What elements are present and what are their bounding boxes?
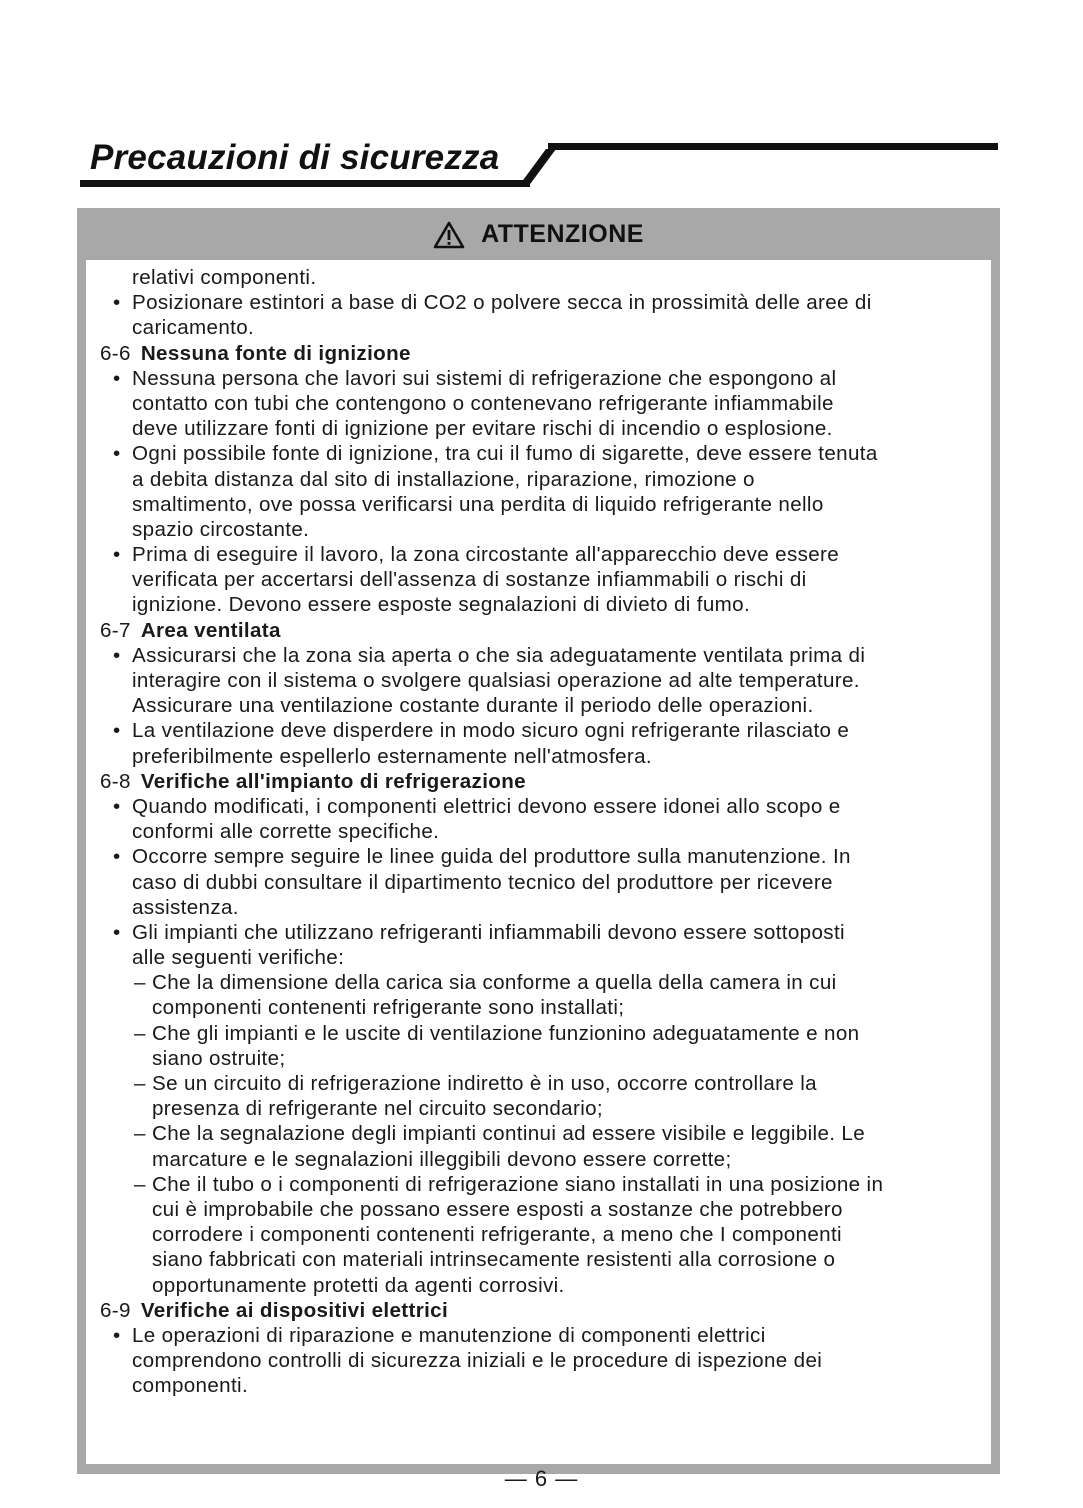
warning-box-body [86,260,991,1464]
text-line [100,693,986,718]
line-text: smaltimento, ove possa verificarsi una perdita di liquido refrigerante nello [132,492,824,516]
section-heading [100,341,986,366]
line-text: Assicurarsi che la zona sia aperta o che sia adeguatamente ventilata prima di [132,643,866,667]
dash-item [100,1172,986,1298]
text-line [100,1273,986,1298]
line-text: assistenza. [132,895,239,919]
section-number: 6-9 [100,1298,131,1322]
bullet-item [100,1323,986,1399]
text-line [100,970,986,995]
bullet-icon: • [113,366,121,390]
dash-icon: – [134,1072,146,1095]
dash-icon: – [134,1172,146,1196]
line-text: Che la segnalazione degli impianti continui ad essere visibile e leggibile. Le [152,1122,866,1146]
text-line [100,995,986,1020]
text-line [100,492,986,517]
line-text: Ogni possibile fonte di ignizione, tra cui il fumo di sigarette, deve essere tenuta [132,442,878,466]
dash-item [100,1071,986,1121]
line-text: spazio circostante. [132,517,310,541]
line-text: Occorre sempre seguire le linee guida del produttore sulla manutenzione. In [132,845,851,869]
text-line [100,1197,986,1222]
title-underline [80,180,530,187]
line-text: alle seguenti verifiche: [132,946,345,970]
line-text: deve utilizzare fonti di ignizione per evitare rischi di incendio o esplosione. [132,417,833,441]
line-text: presenza di refrigerante nel circuito secondario; [152,1097,603,1121]
line-text: Gli impianti che utilizzano refrigeranti infiammabili devono essere sottoposti [132,920,845,944]
line-text: interagire con il sistema o svolgere qualsiasi operazione ad alte temperature. [132,669,860,692]
text-line [100,945,986,970]
text-line [100,643,986,668]
bullet-item [100,643,986,719]
bullet-item [100,290,986,340]
text-line [100,1172,986,1197]
line-text: Quando modificati, i componenti elettrici devono essere idonei allo scopo e [132,794,841,818]
section-title: Nessuna fonte di ignizione [140,341,411,365]
section-title: Area ventilata [140,618,281,642]
title-rule [78,140,1000,192]
line-text: componenti contenenti refrigerante sono installati; [152,996,625,1020]
line-text: verificata per accertarsi dell'assenza di sostanze infiammabili o rischi di [132,568,807,592]
page-number: — 6 — [504,1466,579,1491]
bullet-icon: • [113,291,121,315]
title-overline [548,143,998,150]
text-line [100,1121,986,1146]
line-text: Prima di eseguire il lavoro, la zona circostante all'apparecchio deve essere [132,543,840,567]
line-text: Che gli impianti e le uscite di ventilazione funzionino adeguatamente e non [152,1021,860,1045]
line-text: opportunamente protetti da agenti corrosivi. [152,1273,565,1297]
text-line [100,718,986,743]
text-line [100,1096,986,1121]
text-line [100,1021,986,1046]
text-line [100,844,986,869]
line-text: conformi alle corrette specifiche. [132,820,440,844]
dash-item [100,970,986,1020]
bullet-item [100,844,986,920]
continuation-line [100,265,986,290]
bullet-icon: • [113,1323,121,1347]
text-line [100,920,986,945]
line-text: Nessuna persona che lavori sui sistemi di refrigerazione che espongono al [132,366,837,390]
bullet-item [100,441,986,542]
text-line [100,290,986,315]
dash-icon: – [134,1021,146,1045]
line-text: Che la dimensione della carica sia conforme a quella della camera in cui [152,971,837,995]
line-text: Posizionare estintori a base di CO2 o polvere secca in prossimità delle aree di [132,291,872,315]
title-slash [518,149,556,187]
line-text: marcature e le segnalazioni illeggibili devono essere corrette; [152,1147,732,1171]
warning-triangle-icon [433,221,465,249]
text-line [100,1222,986,1247]
text-line [100,416,986,441]
line-text: La ventilazione deve disperdere in modo sicuro ogni refrigerante rilasciato e [132,719,850,743]
text-line [100,366,986,391]
text-line [100,1071,986,1096]
line-text: caricamento. [132,316,255,340]
bullet-item [100,366,986,442]
bullet-item [100,718,986,768]
line-text: comprendono controlli di sicurezza iniziali e le procedure di ispezione dei [132,1349,823,1373]
text-line [100,744,986,769]
bullet-icon: • [113,442,121,466]
page-title: Precauzioni di sicurezza [90,138,500,177]
section-heading [100,618,986,643]
text-line [100,517,986,542]
text-line [100,1046,986,1071]
line-text: contatto con tubi che contengono o contenevano refrigerante infiammabile [132,391,834,415]
line-text: siano fabbricati con materiali intrinsecamente resistenti alla corrosione o [152,1248,836,1272]
section-title: Verifiche all'impianto di refrigerazione [140,769,526,793]
dash-icon: – [134,971,146,995]
line-text: componenti. [132,1374,249,1398]
text-line [100,1373,986,1398]
instructions-content [100,265,986,1398]
text-line [100,1247,986,1272]
text-line [100,794,986,819]
bullet-item [100,920,986,970]
text-line [100,1348,986,1373]
bullet-icon: • [113,719,121,743]
text-line [100,391,986,416]
line-text: Le operazioni di riparazione e manutenzione di componenti elettrici [132,1323,766,1347]
text-line [100,870,986,895]
text-line [100,542,986,567]
text-line [100,315,986,340]
line-text: Se un circuito di refrigerazione indiretto è in uso, occorre controllare la [152,1072,817,1095]
line-text: preferibilmente espellerlo esternamente nell'atmosfera. [132,744,652,768]
text-line [100,1323,986,1348]
line-text: cui è improbabile che possano essere esposti a sostanze che potrebbero [152,1197,843,1221]
section-number: 6-8 [100,769,131,793]
bullet-item [100,542,986,618]
line-text: caso di dubbi consultare il dipartimento tecnico del produttore per ricevere [132,870,833,894]
text-line [100,1147,986,1172]
text-line [100,819,986,844]
section-title: Verifiche ai dispositivi elettrici [140,1298,449,1322]
section-heading [100,1298,986,1323]
section-number: 6-6 [100,341,131,365]
text-line [100,895,986,920]
line-text: a debita distanza dal sito di installazione, riparazione, rimozione o [132,467,755,491]
line-text: ignizione. Devono essere esposte segnalazioni di divieto di fumo. [132,593,751,617]
text-line [100,441,986,466]
text-line [100,567,986,592]
dash-icon: – [134,1122,146,1146]
bullet-icon: • [113,643,121,667]
bullet-icon: • [113,794,121,818]
dash-item [100,1121,986,1171]
bullet-icon: • [113,543,121,567]
bullet-icon: • [113,845,121,869]
dash-item [100,1021,986,1071]
line-text: Che il tubo o i componenti di refrigerazione siano installati in una posizione in [152,1172,884,1196]
section-number: 6-7 [100,618,131,642]
line-text: siano ostruite; [152,1046,286,1070]
warning-box-header [77,208,1000,260]
text-line [100,467,986,492]
text-line [100,592,986,617]
warning-heading: ATTENZIONE [481,219,644,248]
section-heading [100,769,986,794]
line-text: relativi componenti. [132,266,317,289]
text-line [100,668,986,693]
line-text: Assicurare una ventilazione costante durante il periodo delle operazioni. [132,694,814,718]
bullet-icon: • [113,920,121,944]
bullet-item [100,794,986,844]
warning-box [77,208,1000,1474]
line-text: corrodere i componenti contenenti refrigerante, a meno che I componenti [152,1223,842,1247]
